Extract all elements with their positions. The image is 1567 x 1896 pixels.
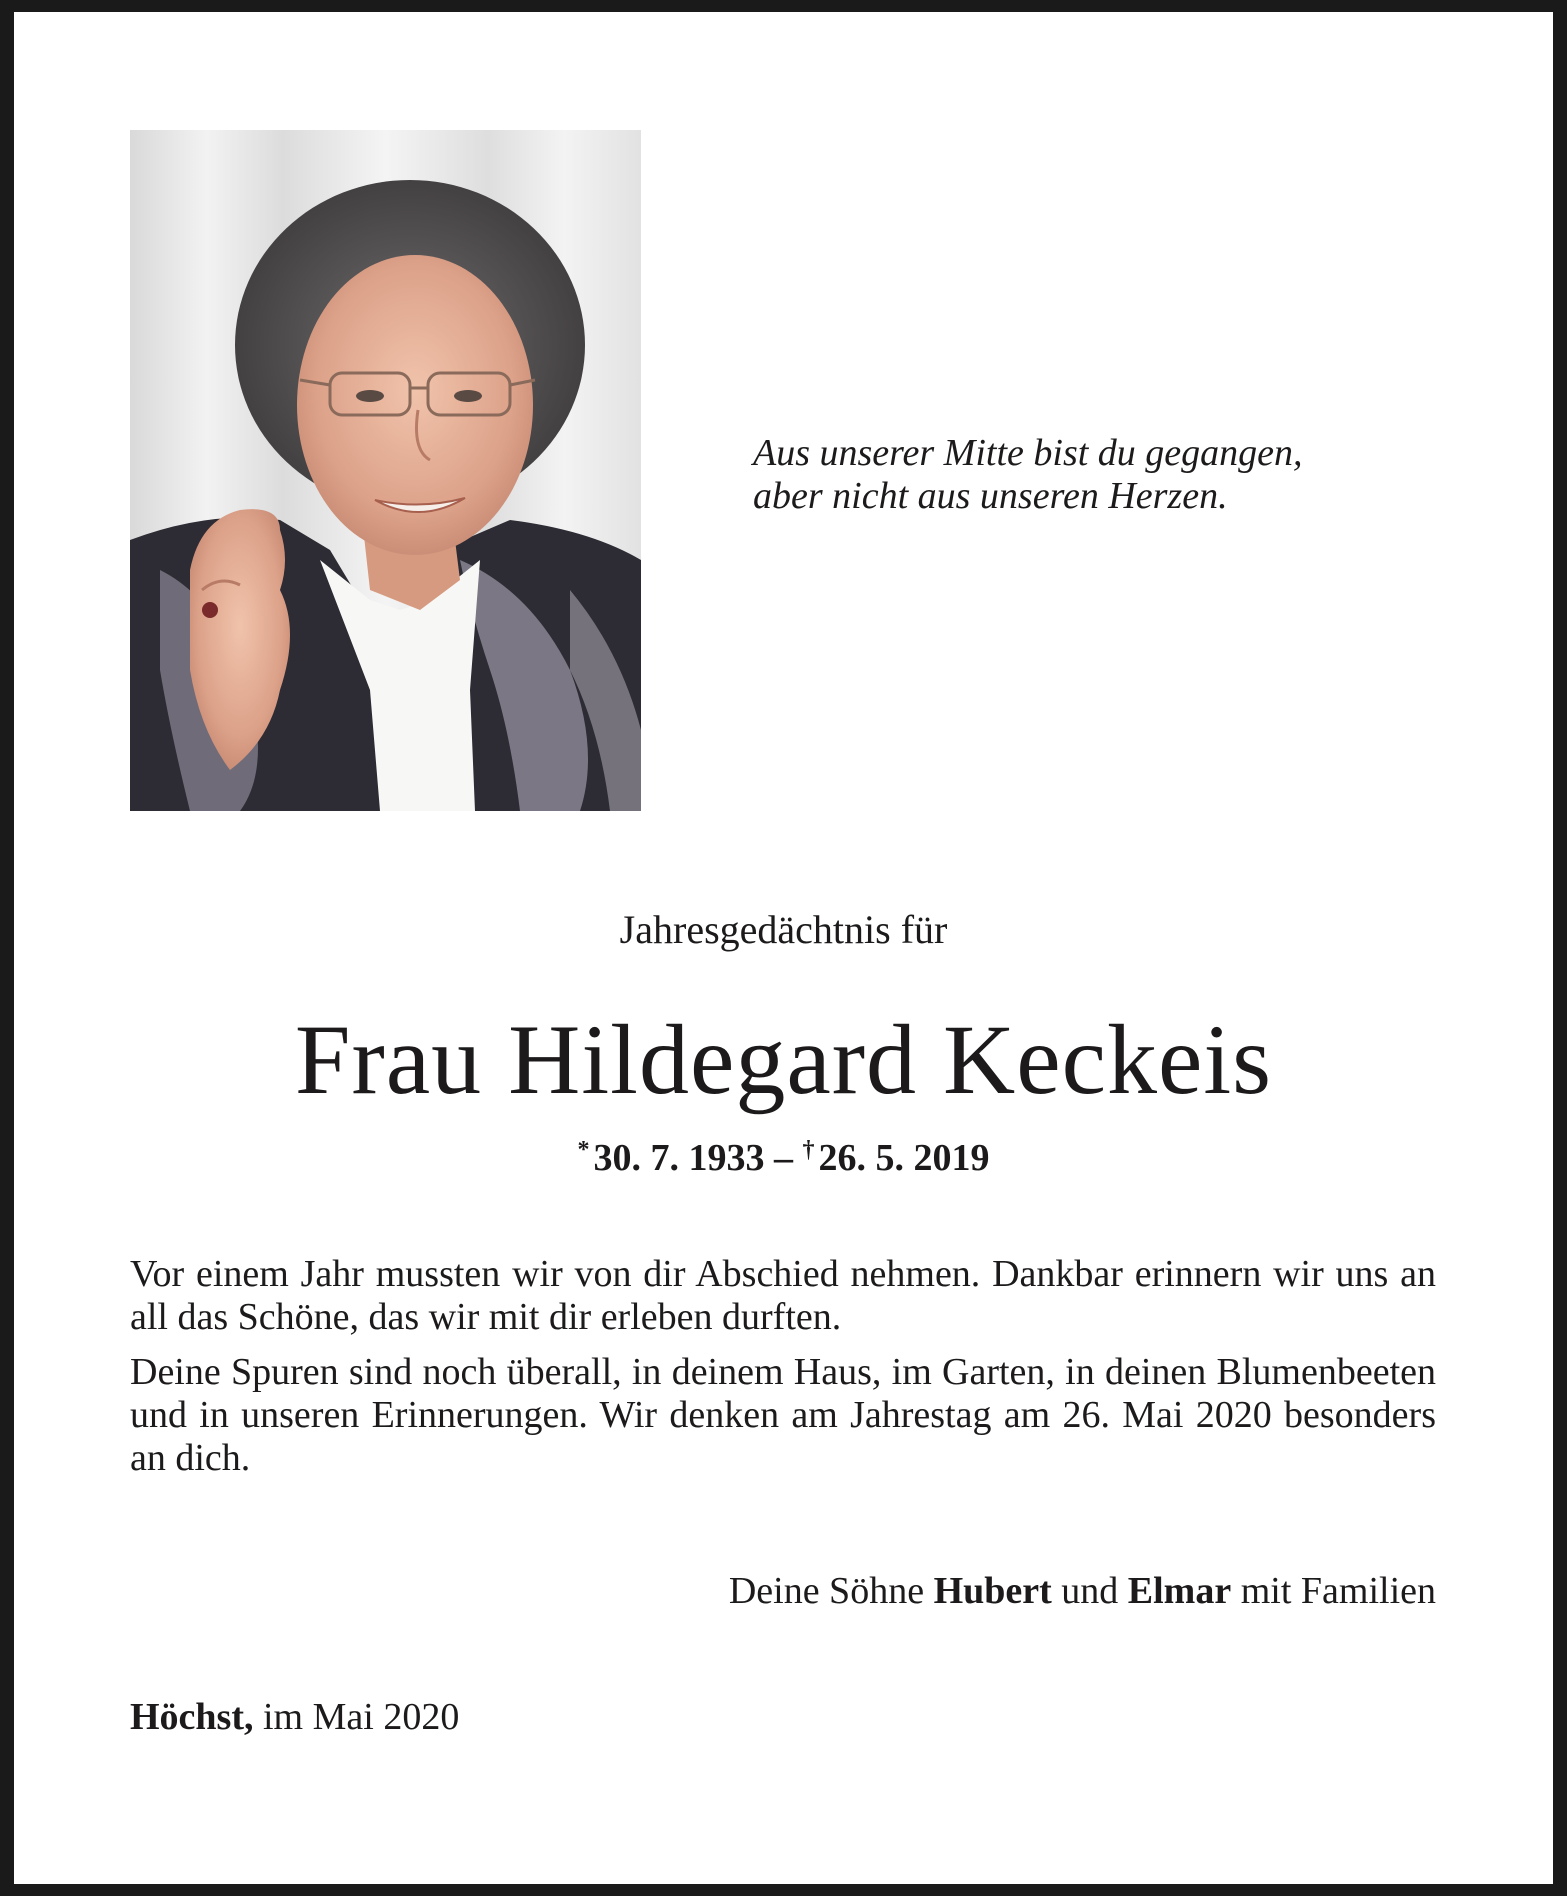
date-separator: – — [774, 1137, 793, 1179]
signature-conjunction: und — [1061, 1570, 1119, 1612]
place-and-date — [130, 1693, 1030, 1741]
paragraph-2: Deine Spuren sind noch überall, in deinem Haus, im Garten, in deinen Blumenbeeten und in unseren Erinnerungen. Wir denken am Jahrestag am 26. Mai 2020 besonders an dich. — [130, 1351, 1436, 1479]
birth-symbol: * — [577, 1137, 590, 1163]
signature-suffix: mit Familien — [1240, 1570, 1436, 1612]
town-name: Höchst, — [130, 1696, 254, 1738]
portrait-photo — [130, 130, 641, 811]
signature-prefix: Deine Söhne — [728, 1570, 925, 1612]
birth-date: 30. 7. 1933 — [593, 1137, 765, 1179]
motto-line-1: Aus unserer Mitte bist du gegangen, — [753, 432, 1303, 474]
motto-quote — [753, 432, 1353, 518]
death-date: 26. 5. 2019 — [818, 1137, 990, 1179]
memorial-intro: Jahresgedächtnis für — [619, 907, 948, 952]
motto-line-2: aber nicht aus unseren Herzen. — [753, 475, 1228, 517]
paragraph-1: Vor einem Jahr mussten wir von dir Abschied nehmen. Dankbar erinnern wir uns an all das Schöne, das wir mit dir erleben durften. — [130, 1253, 1436, 1338]
family-signature — [130, 1567, 1436, 1615]
deceased-name: Frau Hildegard Keckeis — [294, 1004, 1273, 1115]
death-symbol: † — [802, 1137, 815, 1163]
son-name-1: Hubert — [933, 1570, 1052, 1612]
life-dates — [0, 1125, 1567, 1183]
memorial-text — [130, 1253, 1436, 1492]
son-name-2: Elmar — [1127, 1570, 1232, 1612]
publication-date: im Mai 2020 — [263, 1696, 460, 1738]
